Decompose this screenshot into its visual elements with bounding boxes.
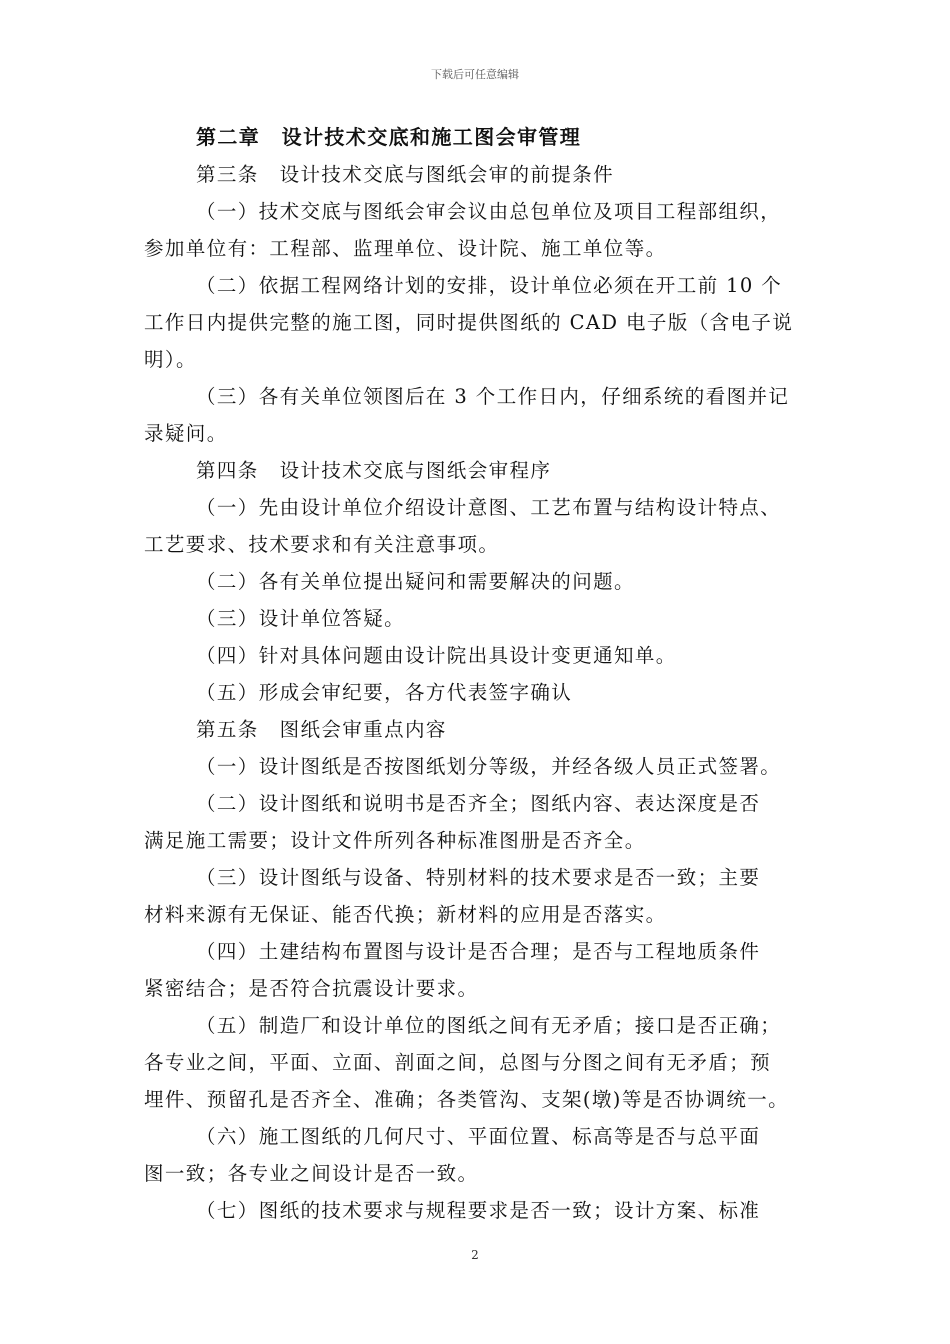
text-line: 紧密结合；是否符合抗震设计要求。 [144,977,479,1000]
text-line: （一）先由设计单位介绍设计意图、工艺布置与结构设计特点、 [196,496,782,519]
chapter-title: 第二章 设计技术交底和施工图会审管理 [196,125,582,149]
text-line: 埋件、预留孔是否齐全、准确；各类管沟、支架(墩)等是否协调统一。 [144,1088,790,1111]
text-line: 录疑问。 [144,422,228,445]
text-line: （二）设计图纸和说明书是否齐全；图纸内容、表达深度是否 [196,792,761,815]
text-line: （四）土建结构布置图与设计是否合理；是否与工程地质条件 [196,940,761,963]
text-line: （三）设计单位答疑。 [196,607,406,630]
text-line: 工作日内提供完整的施工图，同时提供图纸的 CAD 电子版（含电子说 [144,311,794,334]
text-line: 材料来源有无保证、能否代换；新材料的应用是否落实。 [144,903,667,926]
text-line: （四）针对具体问题由设计院出具设计变更通知单。 [196,644,677,667]
text-line: （一）技术交底与图纸会审会议由总包单位及项目工程部组织， [196,200,782,223]
text-line: 图一致；各专业之间设计是否一致。 [144,1162,479,1185]
text-line: （六）施工图纸的几何尺寸、平面位置、标高等是否与总平面 [196,1125,761,1148]
text-line: （一）设计图纸是否按图纸划分等级，并经各级人员正式签署。 [196,755,782,778]
paragraph-lines [144,156,824,1229]
page-number: 2 [471,1248,479,1262]
text-line: （五）制造厂和设计单位的图纸之间有无矛盾；接口是否正确； [196,1014,782,1037]
text-line: （二）依据工程网络计划的安排，设计单位必须在开工前 10 个 [196,274,783,297]
text-line: （三）各有关单位领图后在 3 个工作日内，仔细系统的看图并记 [196,385,790,408]
page-header-note: 下载后可任意编辑 [431,68,519,81]
text-line: 第四条 设计技术交底与图纸会审程序 [196,459,552,482]
text-line: 第五条 图纸会审重点内容 [196,718,447,741]
text-line: 各专业之间，平面、立面、剖面之间，总图与分图之间有无矛盾；预 [144,1051,772,1074]
text-line: （五）形成会审纪要，各方代表签字确认 [196,681,573,704]
text-line: 工艺要求、技术要求和有关注意事项。 [144,533,500,556]
document-body [144,119,824,1229]
text-line: 参加单位有：工程部、监理单位、设计院、施工单位等。 [144,237,667,260]
text-line: （七）图纸的技术要求与规程要求是否一致；设计方案、标准 [196,1199,761,1222]
text-line: 明）。 [144,348,197,371]
text-line: （三）设计图纸与设备、特别材料的技术要求是否一致；主要 [196,866,761,889]
text-line: 满足施工需要；设计文件所列各种标准图册是否齐全。 [144,829,646,852]
text-line: 第三条 设计技术交底与图纸会审的前提条件 [196,163,615,186]
text-line: （二）各有关单位提出疑问和需要解决的问题。 [196,570,635,593]
